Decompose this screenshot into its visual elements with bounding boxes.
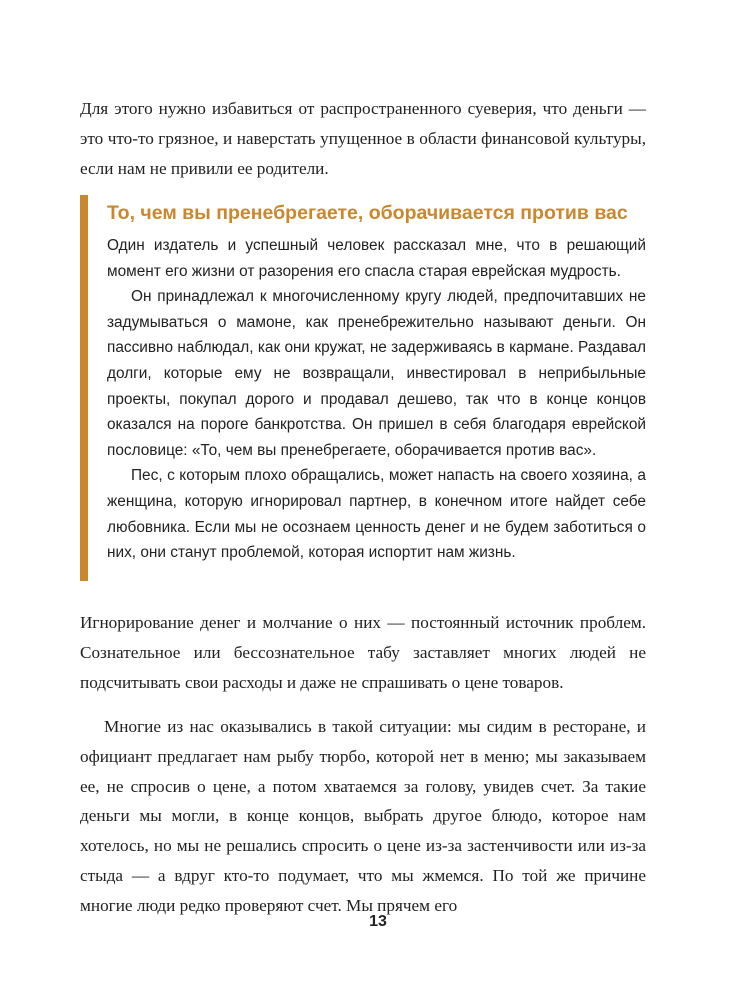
sidebar-box (80, 195, 646, 581)
sidebar-accent-bar (80, 195, 88, 581)
sidebar-paragraph: Он принадлежал к многочисленному кругу людей, предпочитавших не задумываться о мамоне, как пренебрежительно называют деньги. Он пассивно наблюдал, как они кружат, не задерживаясь в кармане. Раздавал долги, которые ему не возвращали, инвестировал в неприбыльные проекты, покупал дорого и продавал дешево, так что в конце концов оказался на пороге банкротства. Он пришел в себя благодаря еврейской пословице: «То, чем вы пренебрегаете, оборачивается против вас». (107, 288, 646, 459)
sidebar-paragraph: Пес, с которым плохо обращались, может напасть на своего хозяина, а женщина, которую игнорировал партнер, в конечном итоге найдет себе любовника. Если мы не осознаем ценность денег и не будем заботиться о них, они станут проблемой, которая испортит нам жизнь. (107, 467, 646, 562)
sidebar-text (107, 233, 646, 566)
page-number: 13 (369, 913, 387, 930)
body-paragraph: Игнорирование денег и молчание о них — постоянный источник проблем. Сознательное или бессознательное табу заставляет многих людей не подсчитывать свои расходы и даже не спрашивать о цене товаров. (80, 613, 646, 692)
intro-paragraph: Для этого нужно избавиться от распространенного суеверия, что деньги — это что-то грязное, и наверстать упущенное в области финансовой культуры, если нам не привили ее родители. (80, 99, 646, 178)
sidebar-paragraph: Один издатель и успешный человек рассказал мне, что в решающий момент его жизни от разорения его спасла старая еврейская мудрость. (107, 237, 646, 280)
body-paragraph: Многие из нас оказывались в такой ситуации: мы сидим в ресторане, и официант предлагает нам рыбу тюрбо, которой нет в меню; мы заказываем ее, не спросив о цене, а потом хватаемся за голову, увидев счет. За такие деньги мы могли, в конце концов, выбрать другое блюдо, которое нам хотелось, но мы не решались спросить о цене из-за застенчивости или из-за стыда — а вдруг кто-то подумает, что мы жмемся. По той же причине многие люди редко проверяют счет. Мы прячем его (80, 717, 646, 915)
sidebar-title: То, чем вы пренебрегаете, оборачивается против вас (107, 202, 628, 224)
